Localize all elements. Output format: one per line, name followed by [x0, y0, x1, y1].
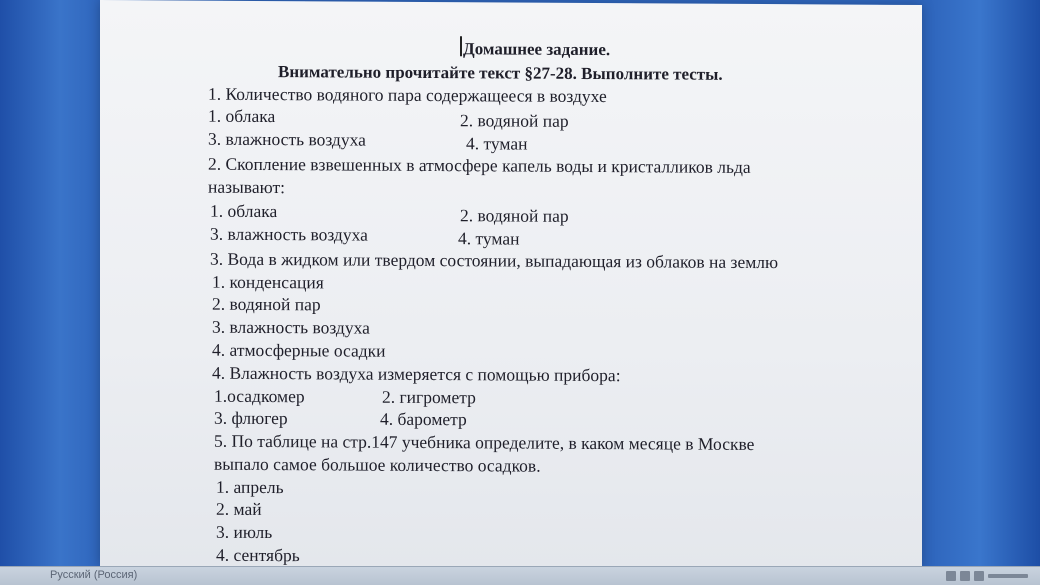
- q2-answer-2: 2. водяной пар: [460, 205, 569, 226]
- q5-answer-3: 3. июль: [216, 521, 273, 543]
- reading-mode-icon[interactable]: [960, 571, 970, 581]
- question-1: 1. Количество водяного пара содержащееся в воздухе: [208, 83, 607, 107]
- q4-answer-3: 3. флюгер: [214, 407, 288, 429]
- question-3: 3. Вода в жидком или твердом состоянии, выпадающая из облаков на землю: [210, 248, 779, 273]
- q3-answer-1: 1. конденсация: [212, 271, 324, 293]
- q1-answer-3: 3. влажность воздуха: [208, 128, 366, 150]
- print-layout-icon[interactable]: [946, 571, 956, 581]
- language-indicator[interactable]: Русский (Россия): [50, 569, 138, 581]
- text-cursor: [460, 36, 462, 56]
- q1-answer-4: 4. туман: [466, 133, 528, 154]
- document-content: [100, 0, 922, 571]
- question-2-line-1: 2. Скопление взвешенных в атмосфере капель воды и кристалликов льда: [208, 153, 751, 177]
- view-controls: [946, 570, 1028, 582]
- question-5-line-2: выпало самое большое количество осадков.: [214, 453, 541, 476]
- document-page[interactable]: [100, 0, 922, 571]
- q1-answer-2: 2. водяной пар: [460, 110, 569, 131]
- web-layout-icon[interactable]: [974, 571, 984, 581]
- q5-answer-2: 2. май: [216, 498, 262, 519]
- q4-answer-1: 1.осадкомер: [214, 385, 305, 407]
- q5-answer-1: 1. апрель: [216, 476, 284, 498]
- status-bar: [0, 566, 1040, 585]
- question-2-line-2: называют:: [208, 176, 285, 198]
- question-5-line-1: 5. По таблице на стр.147 учебника определите, в каком месяце в Москве: [214, 430, 755, 454]
- question-4: 4. Влажность воздуха измеряется с помощью прибора:: [212, 362, 621, 386]
- q3-answer-3: 3. влажность воздуха: [212, 316, 370, 338]
- q4-answer-4: 4. барометр: [380, 408, 467, 430]
- document-subtitle: Внимательно прочитайте текст §27-28. Выполните тесты.: [278, 62, 723, 84]
- document-title: Домашнее задание.: [463, 39, 611, 60]
- q3-answer-4: 4. атмосферные осадки: [212, 339, 386, 361]
- q2-answer-1: 1. облака: [210, 200, 278, 222]
- q5-answer-4: 4. сентябрь: [216, 544, 300, 566]
- q2-answer-4: 4. туман: [458, 228, 520, 249]
- zoom-slider-icon[interactable]: [988, 574, 1028, 578]
- q2-answer-3: 3. влажность воздуха: [210, 223, 368, 245]
- q4-answer-2: 2. гигрометр: [382, 386, 476, 408]
- q1-answer-1: 1. облака: [208, 105, 276, 127]
- q3-answer-2: 2. водяной пар: [212, 293, 321, 315]
